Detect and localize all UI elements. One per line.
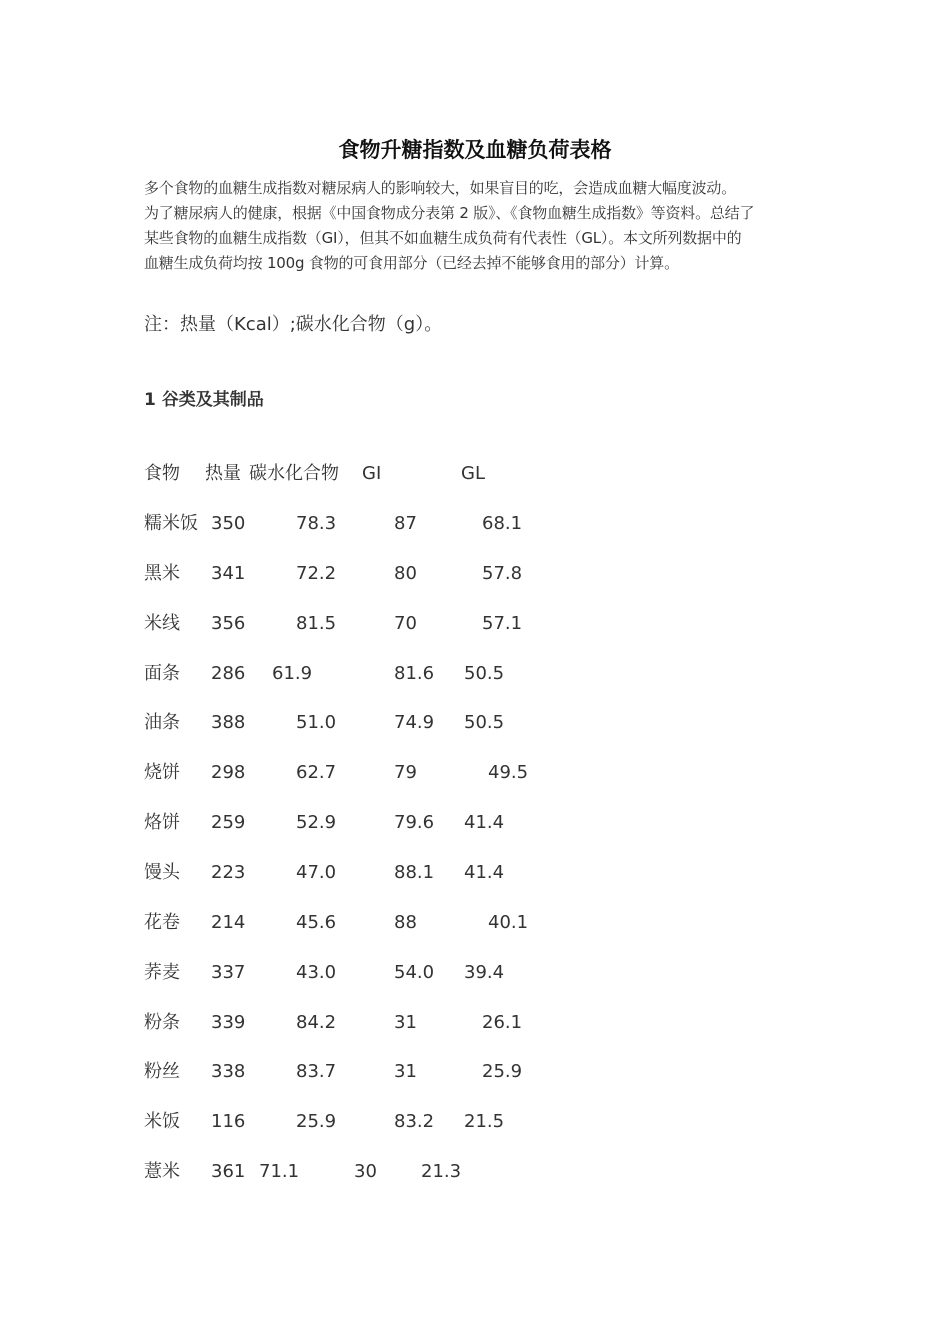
table-cell-calories: 338 <box>211 1061 246 1082</box>
table-cell-gl: 49.5 <box>488 762 529 783</box>
table-header-food: 食物 <box>144 463 180 484</box>
table-cell-gl: 50.5 <box>464 712 505 733</box>
table-cell-gl: 21.3 <box>421 1161 462 1182</box>
table-cell-carbohydrate: 81.5 <box>296 613 337 634</box>
intro-line: 多个食物的血糖生成指数对糖尿病人的影响较大，如果盲目的吃，会造成血糖大幅度波动。 <box>144 179 737 197</box>
table-cell-carbohydrate: 51.0 <box>296 712 337 733</box>
table-cell-gi: 79.6 <box>394 812 435 833</box>
table-cell-calories: 339 <box>211 1012 246 1033</box>
section-heading: 1 谷类及其制品 <box>144 390 264 410</box>
table-cell-food: 烙饼 <box>144 812 180 833</box>
table-cell-food: 薏米 <box>144 1161 180 1182</box>
table-cell-food: 面条 <box>144 663 180 684</box>
table-cell-carbohydrate: 72.2 <box>296 563 337 584</box>
table-cell-calories: 341 <box>211 563 246 584</box>
table-cell-calories: 214 <box>211 912 246 933</box>
table-cell-food: 荞麦 <box>144 962 180 983</box>
table-cell-gl: 41.4 <box>464 862 505 883</box>
table-cell-gl: 57.1 <box>482 613 523 634</box>
table-cell-carbohydrate: 78.3 <box>296 513 337 534</box>
table-cell-gi: 87 <box>394 513 417 534</box>
table-cell-gi: 79 <box>394 762 417 783</box>
table-cell-gi: 88 <box>394 912 417 933</box>
table-cell-carbohydrate: 71.1 <box>259 1161 300 1182</box>
table-cell-food: 烧饼 <box>144 762 180 783</box>
table-cell-calories: 350 <box>211 513 246 534</box>
table-cell-gi: 74.9 <box>394 712 435 733</box>
table-cell-calories: 361 <box>211 1161 246 1182</box>
table-cell-calories: 259 <box>211 812 246 833</box>
table-header-gi: GI <box>362 463 382 484</box>
table-cell-gl: 68.1 <box>482 513 523 534</box>
table-cell-gl: 57.8 <box>482 563 523 584</box>
table-cell-gl: 25.9 <box>482 1061 523 1082</box>
table-cell-food: 油条 <box>144 712 180 733</box>
table-cell-carbohydrate: 25.9 <box>296 1111 337 1132</box>
table-cell-carbohydrate: 47.0 <box>296 862 337 883</box>
table-cell-gi: 31 <box>394 1061 417 1082</box>
intro-line: 为了糖尿病人的健康，根据《中国食物成分表第 2 版》、《食物血糖生成指数》等资料。总结了 <box>144 204 755 222</box>
intro-paragraph <box>144 176 810 276</box>
table-cell-gi: 31 <box>394 1012 417 1033</box>
units-note: 注：热量（Kcal）;碳水化合物（g）。 <box>144 314 443 335</box>
table-cell-food: 黑米 <box>144 563 180 584</box>
document-title: 食物升糖指数及血糖负荷表格 <box>338 138 612 162</box>
table-cell-carbohydrate: 84.2 <box>296 1012 337 1033</box>
table-cell-food: 糯米饭 <box>144 513 198 534</box>
table-cell-gl: 50.5 <box>464 663 505 684</box>
table-cell-gi: 88.1 <box>394 862 435 883</box>
table-cell-calories: 337 <box>211 962 246 983</box>
table-cell-calories: 298 <box>211 762 246 783</box>
table-header-carbohydrate: 碳水化合物 <box>249 463 339 484</box>
table-cell-gl: 41.4 <box>464 812 505 833</box>
table-cell-carbohydrate: 62.7 <box>296 762 337 783</box>
table-cell-food: 粉条 <box>144 1012 180 1033</box>
table-cell-food: 米饭 <box>144 1111 180 1132</box>
table-cell-gi: 30 <box>354 1161 377 1182</box>
table-cell-gl: 39.4 <box>464 962 505 983</box>
table-cell-gi: 54.0 <box>394 962 435 983</box>
table-cell-calories: 223 <box>211 862 246 883</box>
table-cell-carbohydrate: 52.9 <box>296 812 337 833</box>
table-cell-food: 米线 <box>144 613 180 634</box>
table-cell-carbohydrate: 61.9 <box>272 663 313 684</box>
table-cell-carbohydrate: 45.6 <box>296 912 337 933</box>
table-header-calories: 热量 <box>205 463 241 484</box>
intro-line: 某些食物的血糖生成指数（GI），但其不如血糖生成负荷有代表性（GL）。本文所列数据中的 <box>144 229 742 247</box>
table-cell-gl: 26.1 <box>482 1012 523 1033</box>
table-cell-carbohydrate: 43.0 <box>296 962 337 983</box>
table-cell-food: 花卷 <box>144 912 180 933</box>
intro-line: 血糖生成负荷均按 100g 食物的可食用部分（已经去掉不能够食用的部分）计算。 <box>144 254 679 272</box>
table-cell-gi: 80 <box>394 563 417 584</box>
table-cell-gl: 40.1 <box>488 912 529 933</box>
table-cell-calories: 286 <box>211 663 246 684</box>
table-cell-gi: 83.2 <box>394 1111 435 1132</box>
table-cell-calories: 116 <box>211 1111 246 1132</box>
table-cell-carbohydrate: 83.7 <box>296 1061 337 1082</box>
table-cell-food: 馒头 <box>144 862 180 883</box>
table-cell-gl: 21.5 <box>464 1111 505 1132</box>
table-cell-food: 粉丝 <box>144 1061 180 1082</box>
table-header-gl: GL <box>461 463 485 484</box>
table-cell-gi: 70 <box>394 613 417 634</box>
table-cell-calories: 388 <box>211 712 246 733</box>
table-cell-calories: 356 <box>211 613 246 634</box>
table-cell-gi: 81.6 <box>394 663 435 684</box>
